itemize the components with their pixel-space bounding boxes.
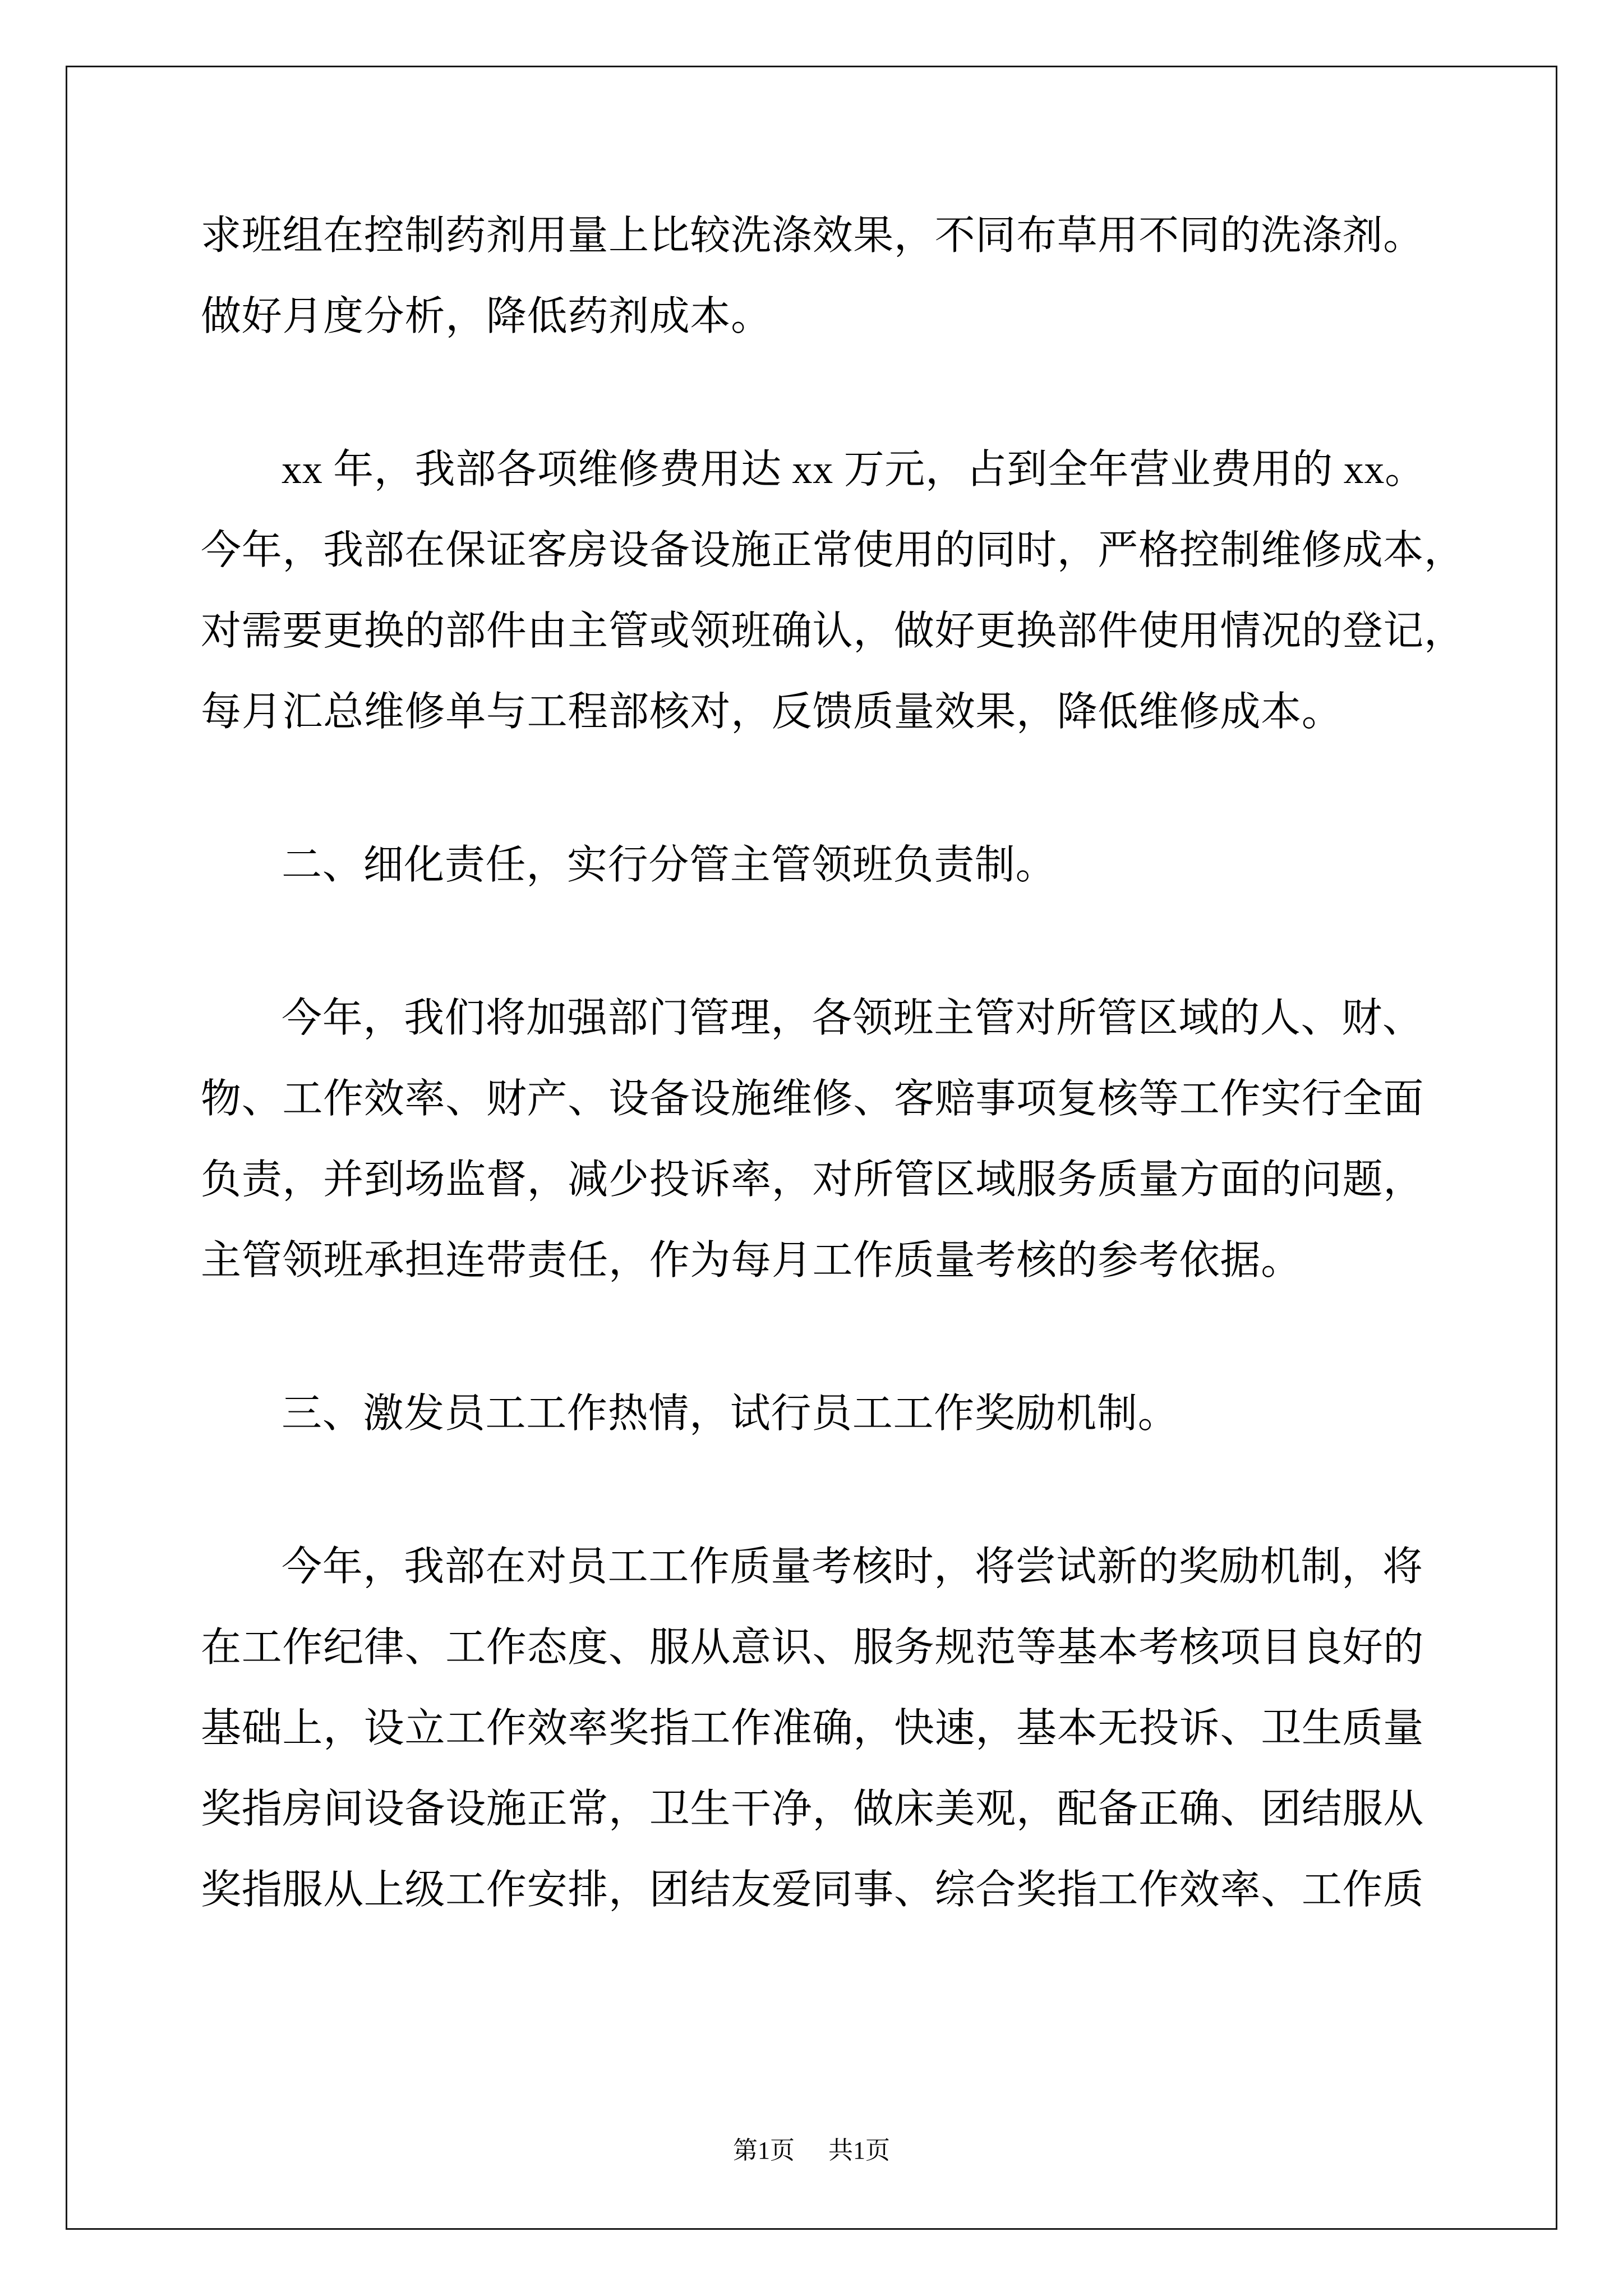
text-line: 对需要更换的部件由主管或领班确认，做好更换部件使用情况的登记， — [201, 609, 1465, 654]
section-heading — [201, 825, 1491, 905]
paragraph — [201, 429, 1491, 752]
text-line: 三、激发员工工作热情，试行员工工作奖励机制。 — [282, 1391, 1179, 1436]
text-line: 奖指服从上级工作安排，团结友爱同事、综合奖指工作效率、工作质 — [201, 1867, 1424, 1912]
text-line: xx 年，我部各项维修费用达 xx 万元，占到全年营业费用的 xx。 — [282, 447, 1426, 492]
text-line: 求班组在控制药剂用量上比较洗涤效果，不同布草用不同的洗涤剂。 — [201, 213, 1424, 258]
text-line: 主管领班承担连带责任，作为每月工作质量考核的参考依据。 — [201, 1238, 1302, 1283]
text-line: 每月汇总维修单与工程部核对，反馈质量效果，降低维修成本。 — [201, 689, 1343, 734]
body-text — [201, 195, 1491, 1930]
page-footer — [0, 2134, 1623, 2168]
paragraph — [201, 195, 1491, 357]
text-line: 今年，我部在保证客房设备设施正常使用的同时，严格控制维修成本， — [201, 528, 1465, 573]
text-line: 今年，我部在对员工工作质量考核时，将尝试新的奖励机制，将 — [282, 1544, 1423, 1589]
paragraph — [201, 978, 1491, 1301]
text-line: 做好月度分析，降低药剂成本。 — [201, 294, 772, 339]
text-line: 奖指房间设备设施正常，卫生干净，做床美观，配备正确、团结服从 — [201, 1787, 1424, 1832]
text-line: 负责，并到场监督，减少投诉率，对所管区域服务质量方面的问题， — [201, 1157, 1424, 1202]
section-heading — [201, 1373, 1491, 1454]
footer-page-number: 第1页 — [733, 2137, 795, 2164]
text-line: 二、细化责任，实行分管主管领班负责制。 — [282, 843, 1057, 887]
text-line: 今年，我们将加强部门管理，各领班主管对所管区域的人、财、 — [282, 996, 1423, 1041]
footer-page-total: 共1页 — [828, 2137, 890, 2164]
text-line: 在工作纪律、工作态度、服从意识、服务规范等基本考核项目良好的 — [201, 1625, 1424, 1670]
paragraph — [201, 1526, 1491, 1930]
text-line: 物、工作效率、财产、设备设施维修、客赔事项复核等工作实行全面 — [201, 1076, 1424, 1121]
text-line: 基础上，设立工作效率奖指工作准确，快速，基本无投诉、卫生质量 — [201, 1706, 1424, 1751]
